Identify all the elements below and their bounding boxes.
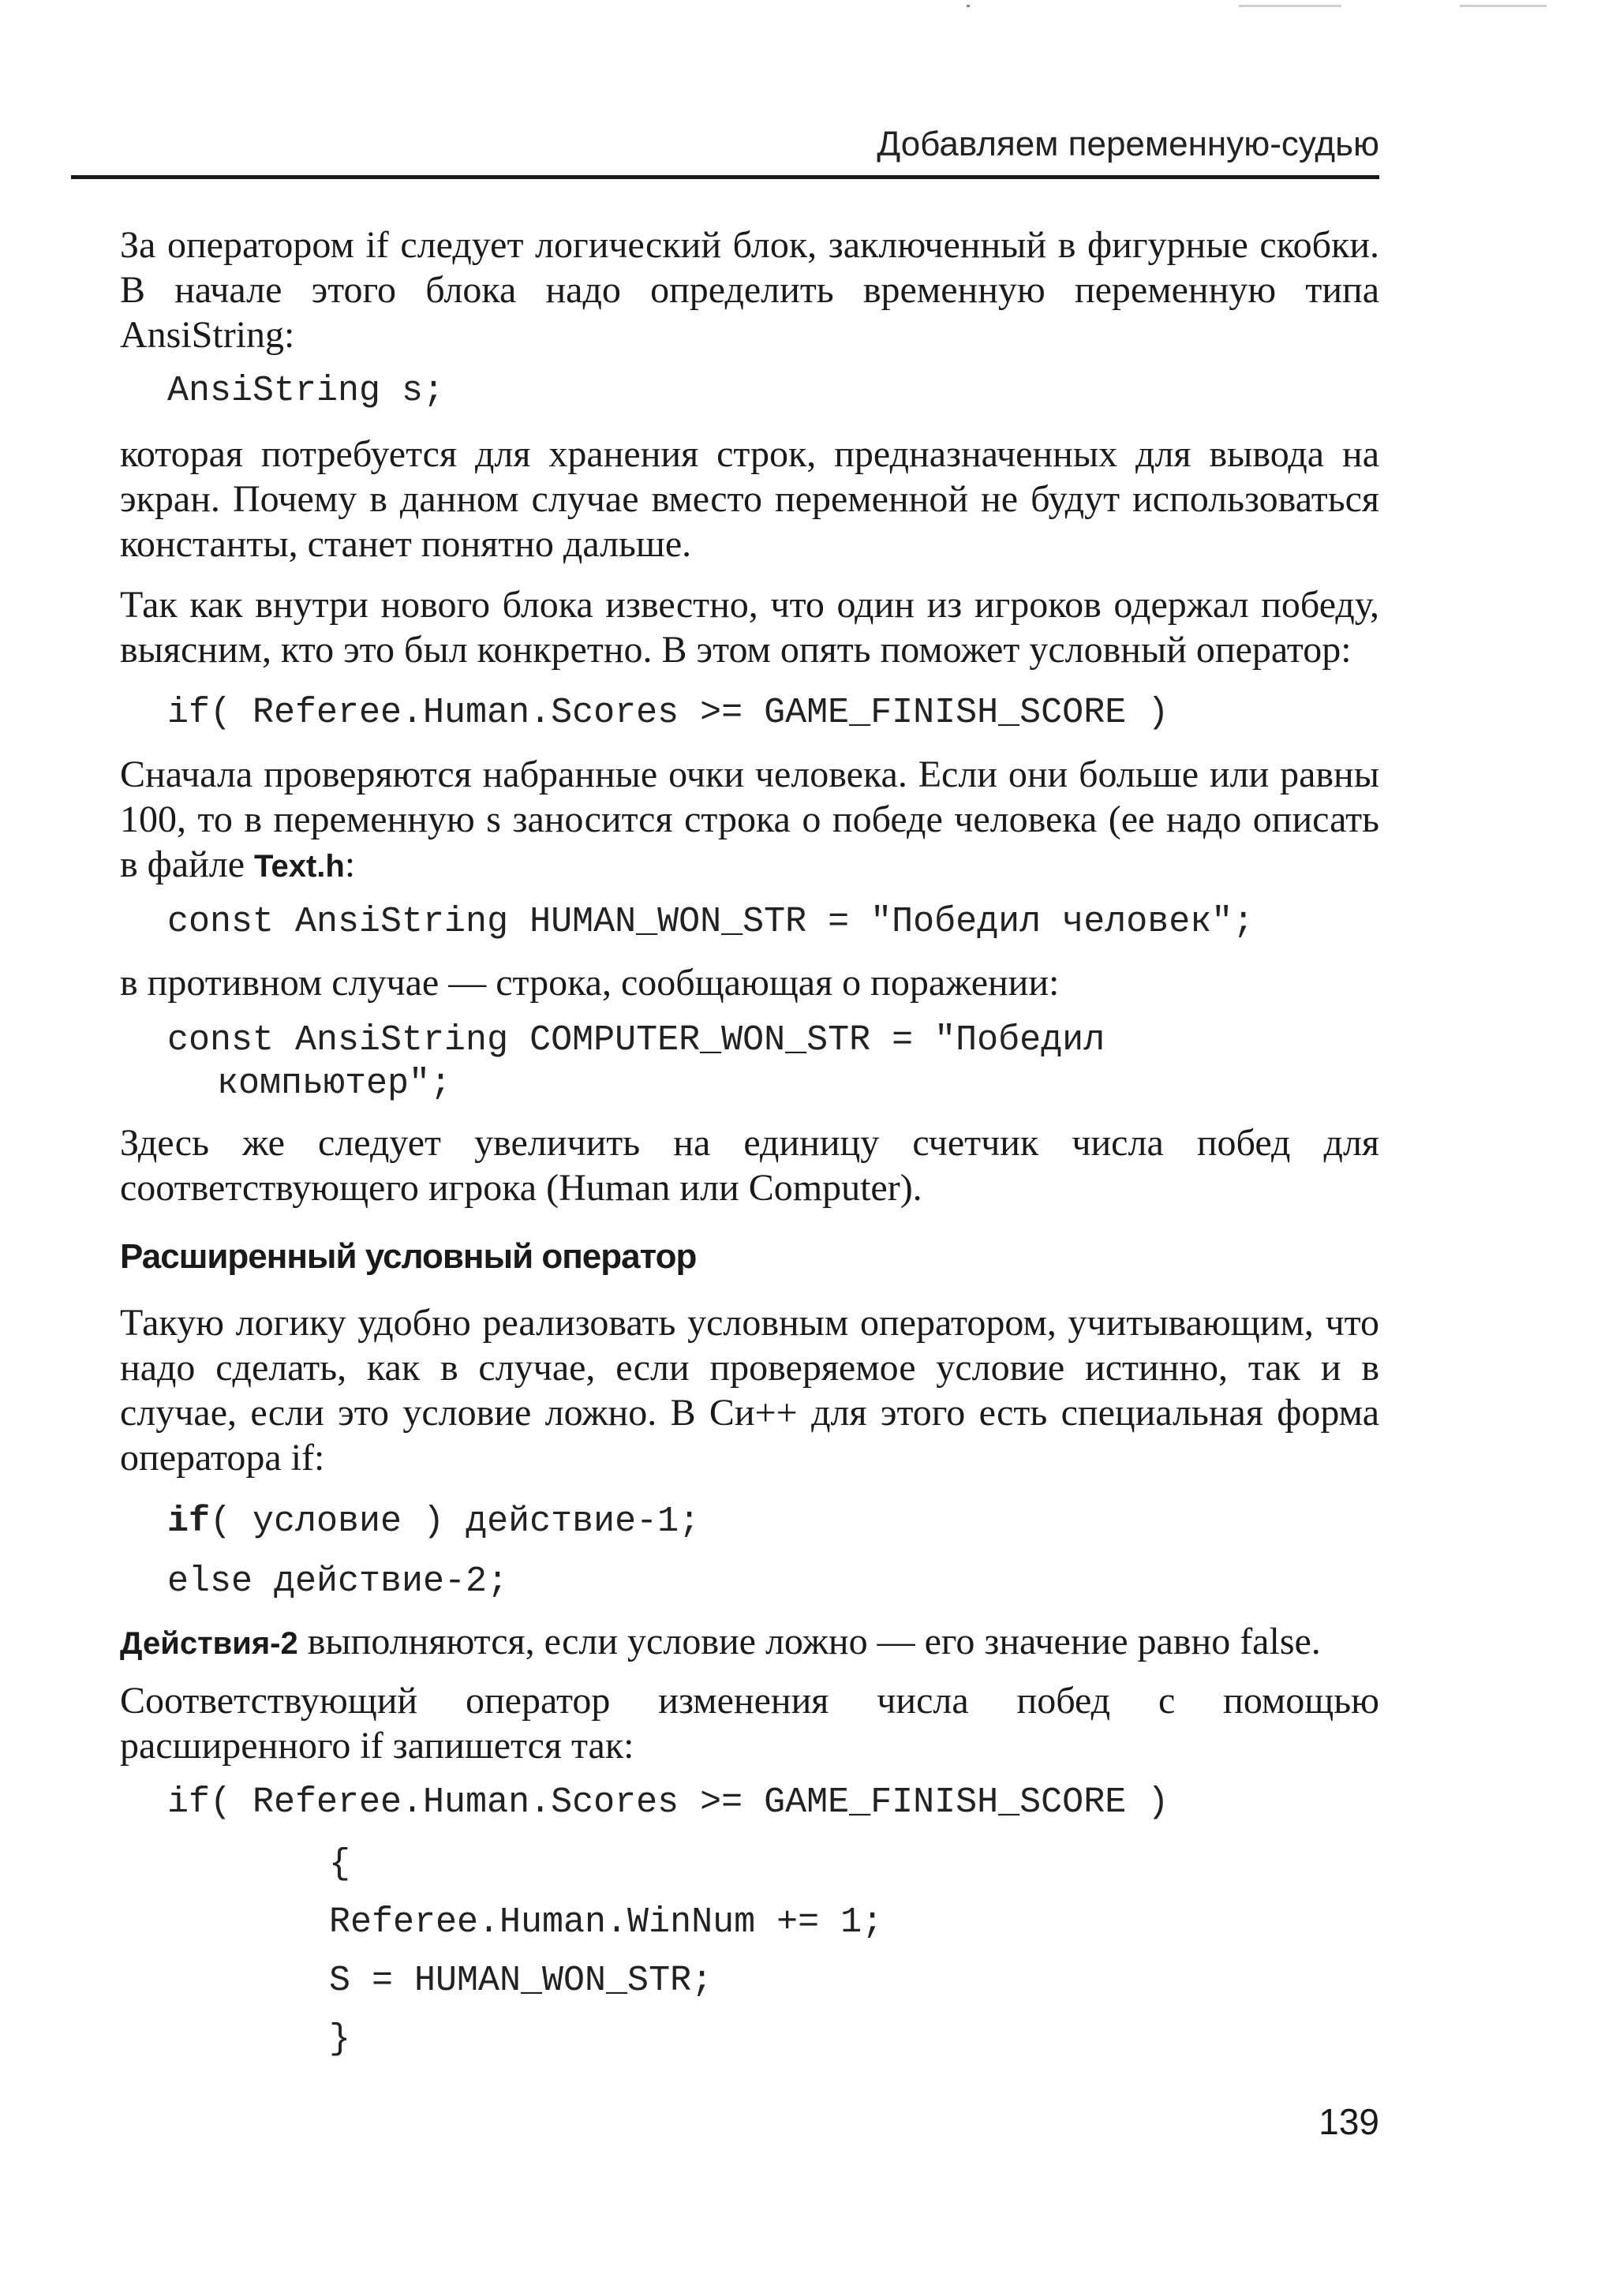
scan-speck — [1239, 5, 1341, 7]
paragraph — [120, 1619, 1379, 1666]
paragraph: Здесь же следует увеличить на единицу счетчик числа побед для соответствующего игрока (Human или Computer). — [120, 1122, 1379, 1209]
section-heading: Расширенный условный оператор — [120, 1237, 697, 1276]
code-line: компьютер"; — [217, 1064, 452, 1104]
code-text: ( условие ) действие-1; — [210, 1501, 701, 1542]
header-rule — [71, 175, 1379, 179]
paragraph-text: выполняются, если условие ложно — его значение равно false. — [297, 1621, 1321, 1662]
code-line: S = HUMAN_WON_STR; — [329, 1961, 713, 2001]
paragraph: Так как внутри нового блока известно, что один из игроков одержал победу, выясним, кто это был конкретно. В этом опять поможет условный оператор: — [120, 584, 1379, 671]
paragraph-text: Сначала проверяются набранные очки человека. Если они больше или равны 100, то в переменную s заносится строка о победе человека (ее надо описать в файле — [120, 753, 1379, 885]
paragraph — [120, 752, 1379, 889]
paragraph: За оператором if следует логический блок, заключенный в фигурные скобки. В начале этого блока надо определить временную переменную типа AnsiString: — [120, 224, 1379, 356]
code-line: } — [329, 2019, 351, 2059]
paragraph: Соответствующий оператор изменения числа побед с помощью расширенного if запишется так: — [120, 1680, 1379, 1767]
code-line: Referee.Human.WinNum += 1; — [329, 1902, 884, 1943]
file-name: Text.h — [254, 849, 345, 884]
scan-speck — [1460, 5, 1547, 7]
paragraph-end: : — [344, 843, 356, 885]
term: Действия-2 — [120, 1626, 298, 1661]
page-number: 139 — [1319, 2101, 1379, 2142]
code-line: if( Referee.Human.Scores >= GAME_FINISH_SCORE ) — [167, 1782, 1169, 1823]
code-line: AnsiString s; — [167, 371, 445, 411]
code-line: const AnsiString HUMAN_WON_STR = "Победил человек"; — [167, 902, 1255, 942]
paragraph: которая потребуется для хранения строк, предназначенных для вывода на экран. Почему в данном случае вместо переменной не будут использоваться константы, станет понятно дальше. — [120, 433, 1379, 565]
paragraph: Такую логику удобно реализовать условным оператором, учитывающим, что надо сделать, как в случае, если проверяемое условие истинно, так и в случае, если это условие ложно. В Си++ для этого есть специальная форма оператора if: — [120, 1302, 1379, 1479]
code-line: { — [329, 1844, 351, 1884]
running-header: Добавляем переменную-судью — [877, 125, 1379, 163]
scan-speck — [967, 5, 970, 7]
paragraph: в противном случае — строка, сообщающая о поражении: — [120, 962, 1060, 1004]
code-keyword: if — [167, 1501, 211, 1542]
code-line: else действие-2; — [167, 1561, 509, 1602]
code-line: if( Referee.Human.Scores >= GAME_FINISH_SCORE ) — [167, 693, 1169, 733]
code-line — [167, 1499, 700, 1544]
code-line: const AnsiString COMPUTER_WON_STR = "Победил — [167, 1020, 1105, 1060]
